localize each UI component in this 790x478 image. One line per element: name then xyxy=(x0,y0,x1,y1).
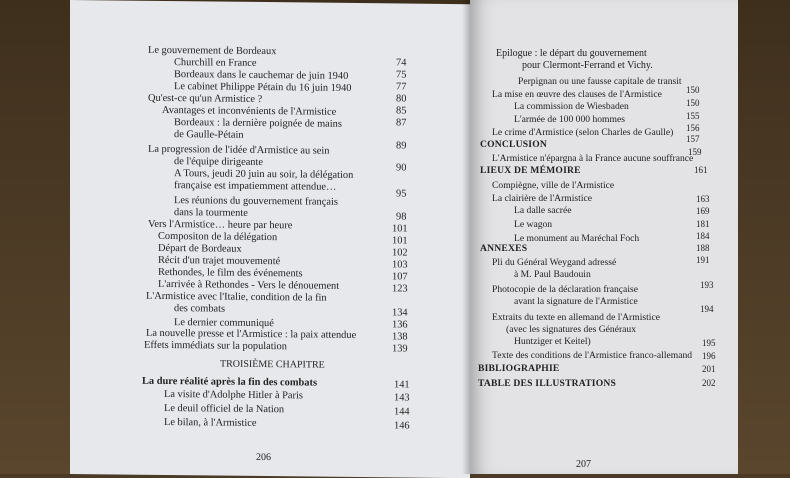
toc-section-title: TABLE DES ILLUSTRATIONS xyxy=(478,378,617,389)
toc-entry: Le wagon xyxy=(514,219,553,230)
toc-entry: Bordeaux dans le cauchemar de juin 1940 xyxy=(174,69,349,82)
toc-entry: La commission de Wiesbaden xyxy=(514,101,629,112)
toc-section-title: ANNEXES xyxy=(480,243,528,254)
toc-entry: L'armée de 100 000 hommes xyxy=(514,114,625,125)
toc-page-number: 75 xyxy=(396,69,407,81)
toc-entry: La visite d'Adolphe Hitler à Paris xyxy=(164,388,303,402)
toc-entry: A Tours, jeudi 20 juin au soir, la délégation xyxy=(174,168,354,181)
toc-entry: Perpignan ou une fausse capitale de transit xyxy=(518,76,682,87)
toc-entry: Extraits du texte en allemand de l'Armistice xyxy=(492,312,660,323)
toc-entry: française est impatiemment attendue… xyxy=(174,180,337,193)
toc-entry: Avantages et inconvénients de l'Armistice xyxy=(162,104,337,118)
toc-entry: Huntziger et Keitel) xyxy=(514,336,591,347)
toc-entry: Le bilan, à l'Armistice xyxy=(164,416,257,429)
toc-page-number: 159 xyxy=(688,147,702,157)
toc-entry: Rethondes, le film des événements xyxy=(158,266,303,280)
toc-page-number: 196 xyxy=(702,351,716,361)
toc-entry: Le cabinet Philippe Pétain du 16 juin 1940 xyxy=(174,81,352,94)
toc-page-number: 136 xyxy=(392,319,408,331)
toc-page-number: 188 xyxy=(696,243,710,253)
toc-page-number: 191 xyxy=(696,255,710,265)
toc-entry: L'arrivée à Rethondes - Vers le dénouement xyxy=(158,278,340,292)
toc-entry: La clairière de l'Armistice xyxy=(492,193,593,204)
toc-entry: Epilogue : le départ du gouvernement xyxy=(496,48,647,59)
toc-page-number: 134 xyxy=(392,307,408,319)
toc-entry: Compositon de la délégation xyxy=(158,230,278,244)
toc-page-number: 163 xyxy=(696,194,710,204)
toc-page-number: 101 xyxy=(392,235,408,247)
toc-entry: La progression de l'idée d'Armistice au sein xyxy=(148,143,330,157)
toc-entry: Les réunions du gouvernement français xyxy=(174,195,338,208)
toc-page-number: 169 xyxy=(696,206,710,216)
toc-page-number: 181 xyxy=(696,219,710,229)
toc-entry: Le crime d'Armistice (selon Charles de Gaulle) xyxy=(492,127,674,138)
toc-page-number: 184 xyxy=(696,231,710,241)
toc-section-title: LIEUX DE MÉMOIRE xyxy=(480,165,581,176)
toc-entry: La mise en œuvre des clauses de l'Armistice xyxy=(492,89,662,100)
toc-page-number: 161 xyxy=(694,165,708,175)
toc-page-number: 202 xyxy=(702,378,716,388)
toc-entry: (avec les signatures des Généraux xyxy=(506,324,636,335)
toc-page-number: 139 xyxy=(392,343,408,355)
toc-entry: Départ de Bordeaux xyxy=(158,242,242,255)
toc-page-number: 156 xyxy=(686,123,700,133)
toc-page-number: 193 xyxy=(700,280,714,290)
toc-page-number: 138 xyxy=(392,331,408,343)
toc-page-number: 95 xyxy=(396,188,407,200)
toc-page-number: 150 xyxy=(686,85,700,95)
toc-entry: Photocopie de la déclaration française xyxy=(492,284,638,295)
toc-entry: Churchill en France xyxy=(174,57,257,69)
toc-entry: à M. Paul Baudouin xyxy=(514,269,591,280)
toc-page-number: 98 xyxy=(396,211,407,223)
toc-entry: Le monument au Maréchal Foch xyxy=(514,233,640,244)
toc-entry: dans la tourmente xyxy=(174,207,248,219)
toc-entry: Le gouvernement de Bordeaux xyxy=(148,44,277,58)
toc-page-number: 143 xyxy=(394,392,410,404)
toc-entry: Bordeaux : la dernière poignée de mains xyxy=(174,117,342,130)
toc-page-number: 103 xyxy=(392,259,408,271)
toc-page-number: 102 xyxy=(392,247,408,259)
toc-page-number: 146 xyxy=(394,420,410,432)
toc-entry: L'Armistice avec l'Italie, condition de la fin xyxy=(146,290,327,304)
toc-entry: Pli du Général Weygand adressé xyxy=(492,257,617,268)
toc-entry: Texte des conditions de l'Armistice franco-allemand xyxy=(492,350,693,361)
toc-page-number: 194 xyxy=(700,304,714,314)
toc-page-number: 123 xyxy=(392,283,408,295)
toc-entry: Le dernier communiqué xyxy=(174,317,274,330)
toc-entry: avant la signature de l'Armistice xyxy=(514,296,638,307)
page-number: 207 xyxy=(576,459,591,470)
left-page xyxy=(70,0,470,478)
toc-page-number: 89 xyxy=(396,140,407,152)
toc-entry: pour Clermont-Ferrand et Vichy. xyxy=(522,60,653,71)
toc-entry: Vers l'Armistice… heure par heure xyxy=(148,218,293,232)
toc-section-title: BIBLIOGRAPHIE xyxy=(478,363,560,374)
toc-section-title: La dure réalité après la fin des combats xyxy=(142,375,317,389)
toc-page-number: 74 xyxy=(396,57,407,69)
toc-entry: de l'équipe dirigeante xyxy=(174,156,264,169)
toc-page-number: 195 xyxy=(702,338,716,348)
toc-entry: La nouvelle presse et l'Armistice : la paix attendue xyxy=(146,327,357,341)
chapter-heading: TROISIÈME CHAPITRE xyxy=(220,358,325,371)
toc-entry: Récit d'un trajet mouvementé xyxy=(158,254,281,268)
toc-page-number: 101 xyxy=(392,223,408,235)
toc-entry: Effets immédiats sur la population xyxy=(144,339,287,353)
page-number: 206 xyxy=(256,451,271,464)
toc-page-number: 150 xyxy=(686,98,700,108)
toc-page-number: 90 xyxy=(396,162,407,174)
toc-page-number: 77 xyxy=(396,81,407,93)
toc-entry: Le deuil officiel de la Nation xyxy=(164,402,285,416)
toc-page-number: 144 xyxy=(394,406,410,418)
toc-page-number: 80 xyxy=(396,93,407,105)
toc-page-number: 201 xyxy=(702,364,716,374)
toc-page-number: 155 xyxy=(686,111,700,121)
toc-page-number: 141 xyxy=(394,379,410,391)
toc-page-number: 87 xyxy=(396,117,407,129)
toc-page-number: 157 xyxy=(686,134,700,144)
toc-entry: de Gaulle-Pétain xyxy=(174,129,244,141)
toc-entry: L'Armistice n'épargna à la France aucune souffrance xyxy=(492,153,694,164)
toc-page-number: 85 xyxy=(396,105,407,117)
toc-page-number: 107 xyxy=(392,271,408,283)
toc-entry: Compiègne, ville de l'Armistice xyxy=(492,180,615,191)
right-page xyxy=(470,0,738,474)
toc-section-title: CONCLUSION xyxy=(480,139,548,150)
toc-entry: Qu'est-ce qu'un Armistice ? xyxy=(148,92,263,106)
toc-entry: La dalle sacrée xyxy=(514,205,572,216)
toc-entry: des combats xyxy=(174,303,226,315)
